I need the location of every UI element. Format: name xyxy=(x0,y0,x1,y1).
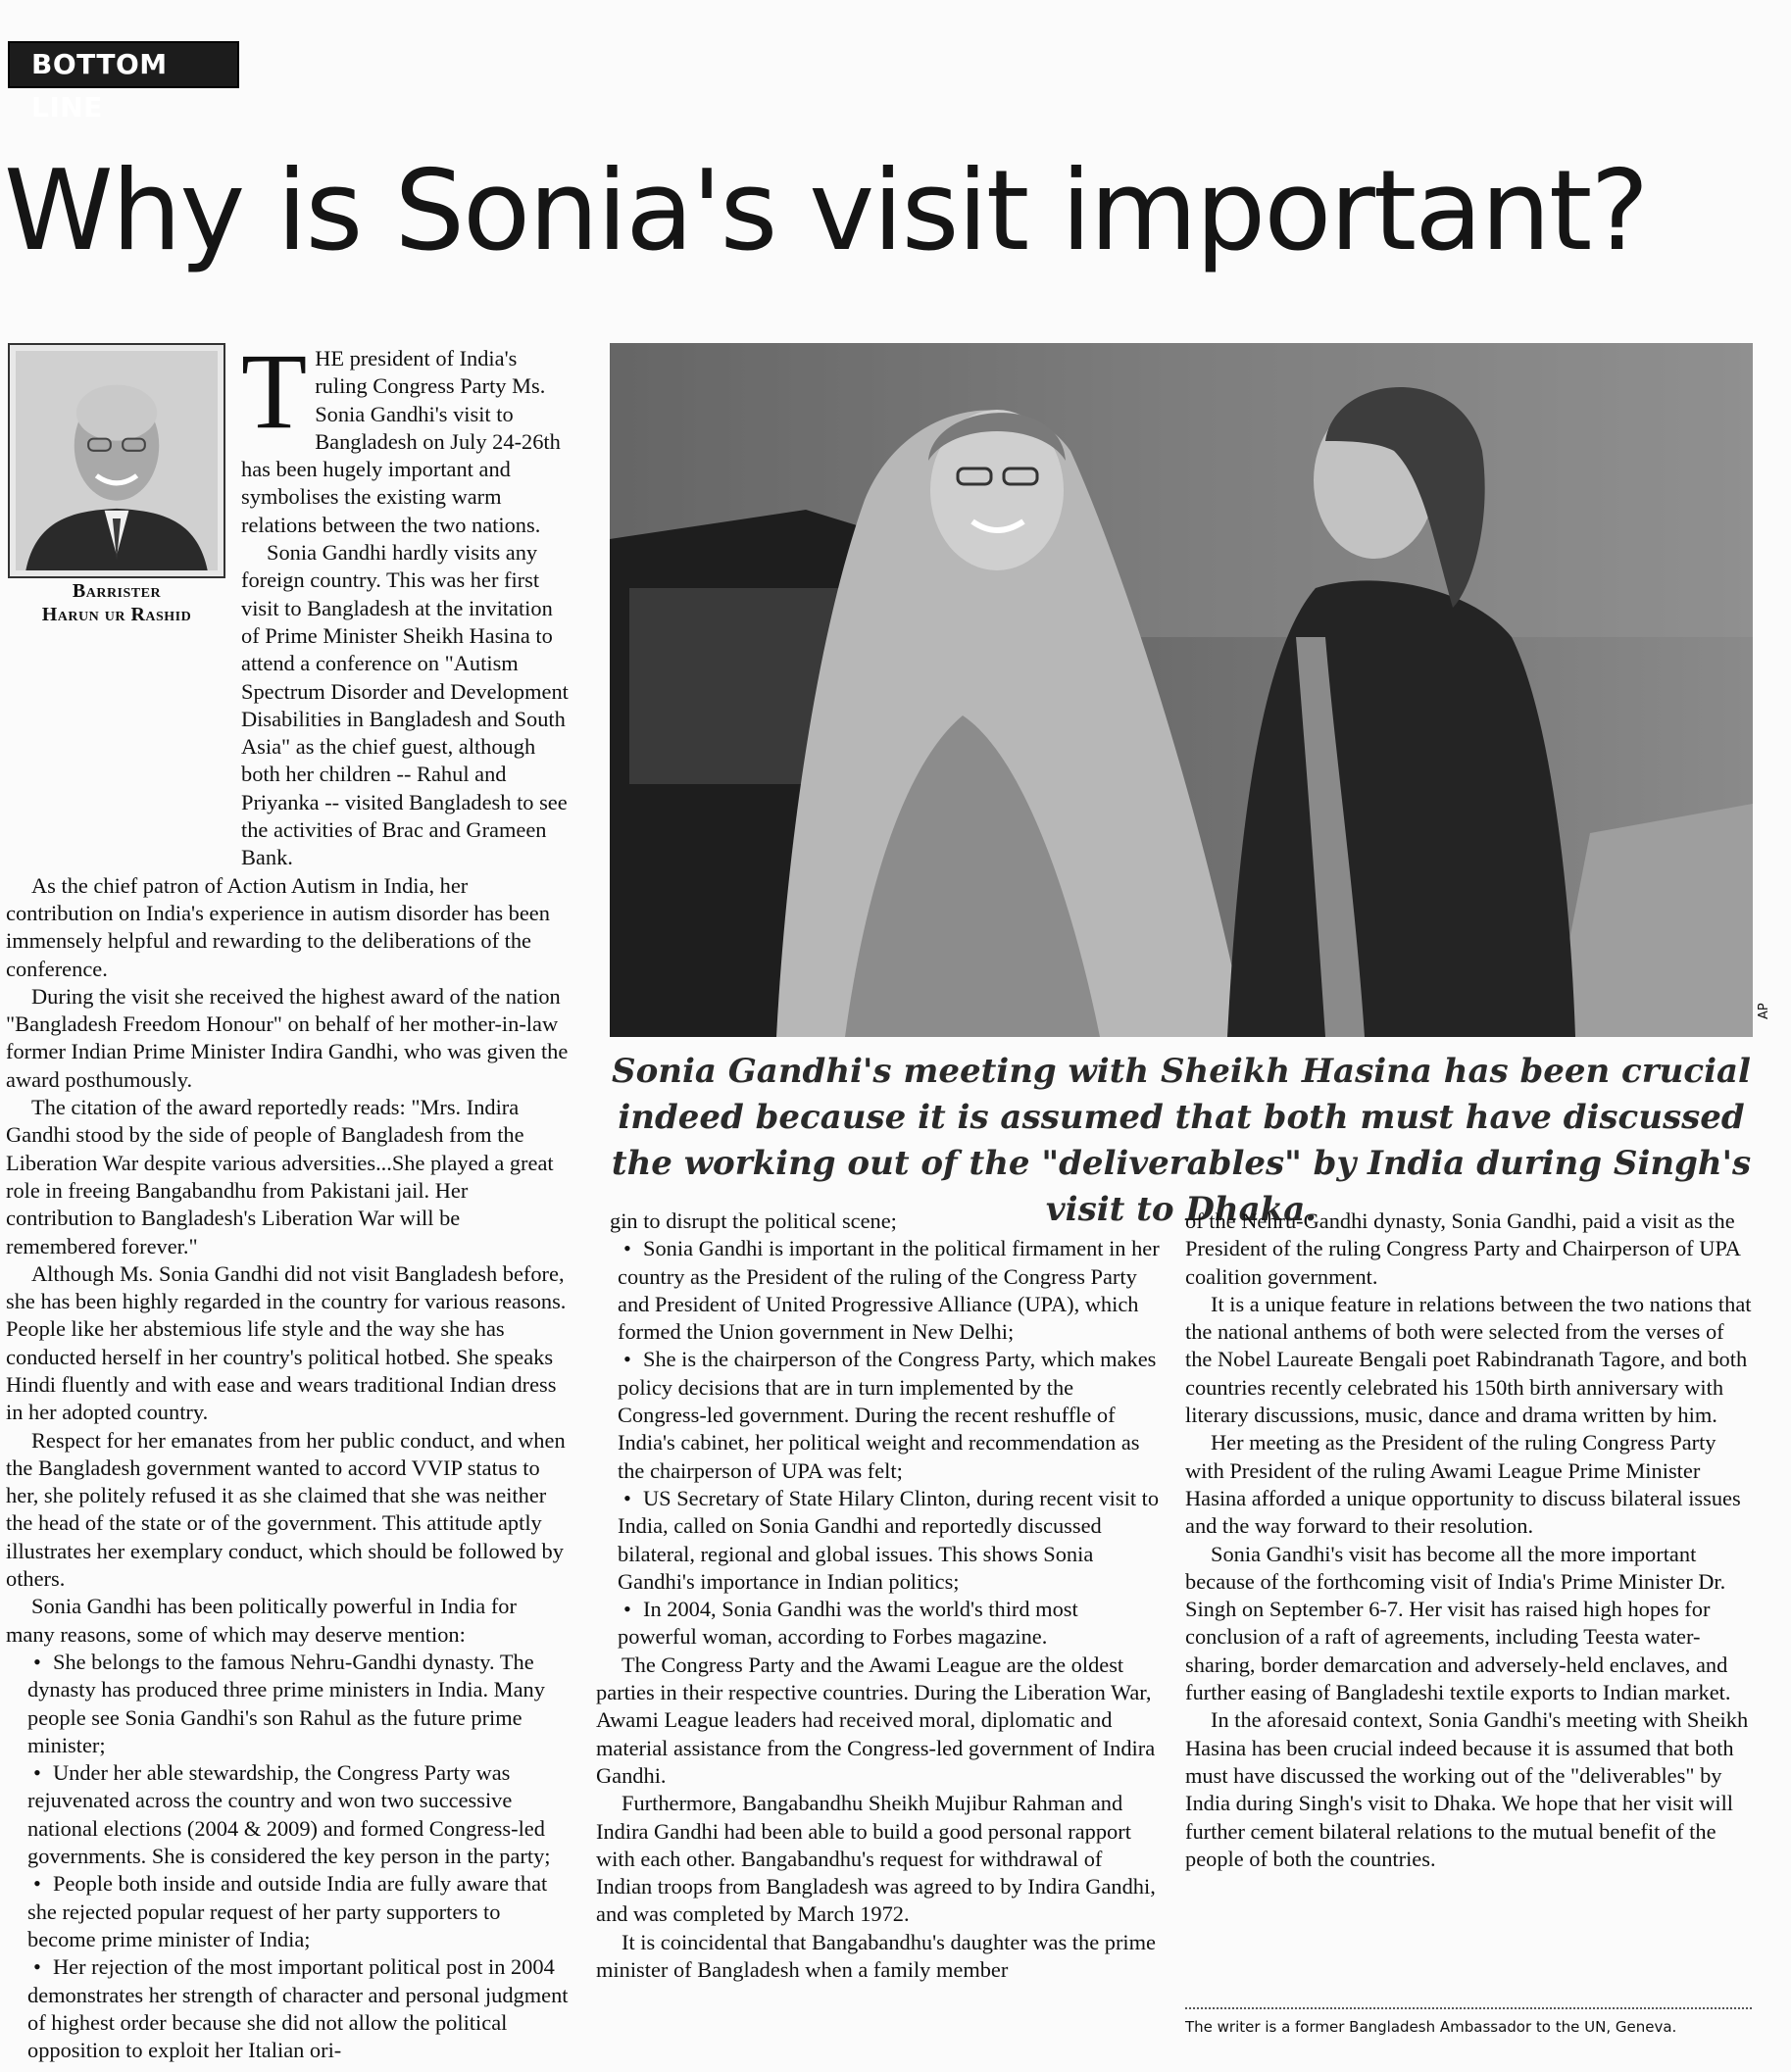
paragraph: Respect for her emanates from her public conduct, and when the Bangladesh government wanted to accord VVIP status to her, she politely refused it as she claimed that she was neither the head of the state or of the government. This attitude aptly illustrates her exemplary conduct, which should be followed by others. xyxy=(6,1427,566,1592)
headline: Why is Sonia's visit important? xyxy=(4,146,1648,275)
footer-divider xyxy=(1185,2007,1752,2009)
paragraph: The Congress Party and the Awami League are the oldest parties in their respective countries. During the Liberation War, Awami League leaders had received moral, diplomatic and material assistance from the Congress-led government of Indira Gandhi. xyxy=(596,1652,1156,1788)
column-1 xyxy=(6,331,571,2064)
author-title: Barrister xyxy=(72,580,162,602)
paragraph: As the chief patron of Action Autism in India, her contribution on India's experience in autism disorder has been immensely helpful and rewarding to the deliberations of the conference. xyxy=(6,872,550,981)
author-name: Harun ur Rashid xyxy=(41,604,192,625)
bullet-item: • She belongs to the famous Nehru-Gandhi dynasty. The dynasty has produced three prime ministers in India. Many people see Sonia Gandhi's son Rahul as the future prime minister; xyxy=(6,1649,571,1759)
section-label: BOTTOM LINE xyxy=(8,41,239,88)
paragraph: In the aforesaid context, Sonia Gandhi's meeting with Sheikh Hasina has been crucial indeed because it is assumed that both must have discussed the working out of the "deliverables" by India during Singh's visit to Dhaka. We hope that her visit will further cement bilateral relations to the mutual benefit of the people of both the countries. xyxy=(1185,1707,1749,1871)
paragraph: The citation of the award reportedly reads: "Mrs. Indira Gandhi stood by the side of people of Bangladesh from the Liberation War despite various adversities...She played a great role in freeing Bangabandhu from Pakistani jail. Her contribution to Bangladesh's Liberation War will be remembered forever." xyxy=(6,1095,554,1258)
author-note: The writer is a former Bangladesh Ambassador to the UN, Geneva. xyxy=(1185,2018,1677,2036)
news-photo-image xyxy=(610,343,1753,1037)
photo-caption: Sonia Gandhi's meeting with Sheikh Hasina has been crucial indeed because it is assumed that both must have discussed the working out of the "deliverables" by India during Singh's visit to Dhaka. xyxy=(611,1052,1752,1229)
bullet-item: • US Secretary of State Hilary Clinton, during recent visit to India, called on Sonia Gandhi and reportedly discussed bilateral, regional and global issues. This shows Sonia Gandhi's importance in Indian politics; xyxy=(596,1485,1163,1596)
paragraph: It is coincidental that Bangabandhu's daughter was the prime minister of Bangladesh when a family member xyxy=(596,1929,1156,1983)
column-2 xyxy=(596,1208,1163,1984)
paragraph: HE president of India's ruling Congress Party Ms. Sonia Gandhi's visit to Bangladesh on July 24-26th has been hugely important and symbolises the existing warm relations between the two nations. xyxy=(241,346,561,537)
bullet-item: • She is the chairperson of the Congress Party, which makes policy decisions that are in turn implemented by the Congress-led government. During the recent reshuffle of India's cabinet, her political weight and recommendation as the chairperson of UPA was felt; xyxy=(596,1346,1163,1484)
paragraph: During the visit she received the highest award of the nation "Bangladesh Freedom Honour" on behalf of her mother-in-law former Indian Prime Minister Indira Gandhi, who was given the award posthumously. xyxy=(6,983,569,1092)
column-3 xyxy=(1185,1208,1752,1873)
bullet-item: • People both inside and outside India are fully aware that she rejected popular request of her party supporters to become prime minister of India; xyxy=(6,1870,571,1953)
paragraph: It is a unique feature in relations between the two nations that the national anthems of both were selected from the verses of the Nobel Laureate Bengali poet Rabindranath Tagore, and both countries recently celebrated his 150th birth anniversary with literary discussions, music, dance and drama written by him. xyxy=(1185,1291,1752,1428)
drop-cap: T xyxy=(241,331,308,451)
paragraph: Sonia Gandhi's visit has become all the more important because of the forthcoming visit of India's Prime Minister Dr. Singh on September 6-7. Her visit has raised high hopes for conclusion of a raft of agreements, including Teesta water-sharing, border demarcation and adversely-held enclaves, and further easing of Bangladeshi textile exports to Indian market. xyxy=(1185,1541,1731,1705)
bullet-item: • Sonia Gandhi is important in the political firmament in her country as the President of the ruling of the Congress Party and President of United Progressive Alliance (UPA), which formed the Union government in New Delhi; xyxy=(596,1235,1163,1346)
bullet-item: • Under her able stewardship, the Congress Party was rejuvenated across the country and won two successive national elections (2004 & 2009) and formed Congress-led governments. She is considered the key person in the party; xyxy=(6,1759,571,1870)
news-photo xyxy=(610,343,1753,1037)
paragraph: Furthermore, Bangabandhu Sheikh Mujibur Rahman and Indira Gandhi had been able to build a good personal rapport with each other. Bangabandhu's request for withdrawal of Indian troops from Bangladesh was agreed to by Indira Gandhi, and was completed by March 1972. xyxy=(596,1791,1156,1927)
paragraph: Although Ms. Sonia Gandhi did not visit Bangladesh before, she has been highly regarded in the country for various reasons. People like her abstemious life style and the way she has conducted herself in her country's political hotbed. She speaks Hindi fluently and with ease and wears traditional Indian dress in her adopted country. xyxy=(6,1260,567,1425)
bullet-item: • Her rejection of the most important political post in 2004 demonstrates her strength of character and personal judgment of highest order because she did not allow the political opposition to exploit her Italian ori- xyxy=(6,1953,571,2064)
paragraph: of the Nehru-Gandhi dynasty, Sonia Gandhi, paid a visit as the President of the ruling Congress Party and Chairperson of UPA coalition government. xyxy=(1185,1209,1740,1289)
bullet-item: • In 2004, Sonia Gandhi was the world's third most powerful woman, according to Forbes magazine. xyxy=(596,1596,1163,1652)
photo-credit: AP xyxy=(1757,1003,1771,1019)
paragraph: Her meeting as the President of the ruling Congress Party with President of the ruling Awami League Prime Minister Hasina afforded a unique opportunity to discuss bilateral issues and the way forward to their resolution. xyxy=(1185,1430,1741,1539)
bullet-continuation: gin to disrupt the political scene; xyxy=(610,1209,897,1233)
paragraph: Sonia Gandhi hardly visits any foreign country. This was her first visit to Bangladesh at the invitation of Prime Minister Sheikh Hasina to attend a conference on "Autism Spectrum Disorder and Development Disabilities in Bangladesh and South Asia" as the chief guest, although both her children -- Rahul and Priyanka -- visited Bangladesh to see the activities of Brac and Grameen Bank. xyxy=(241,540,569,870)
paragraph: Sonia Gandhi has been politically powerful in India for many reasons, some of which may deserve mention: xyxy=(6,1594,517,1647)
